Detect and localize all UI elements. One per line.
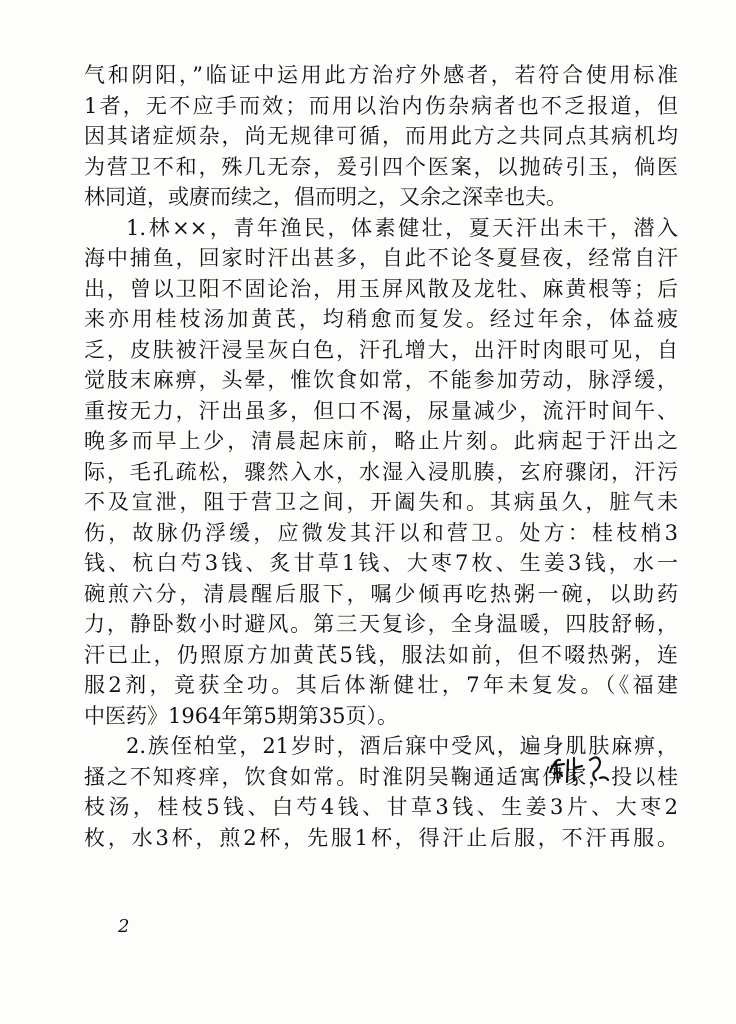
text-line: 乏，皮肤被汗浸呈灰白色，汗孔增大，出汗时肉眼可见，自 [84,337,678,362]
text-line: 枚，水3杯，煎2杯，先服1杯，得汗止后服，不汗再服。 [84,825,678,850]
text-line: 重按无力，汗出虽多，但口不渴，尿量减少，流汗时间午、 [84,398,678,423]
intro-paragraph [84,60,678,213]
text-line: 中医药》1964年第5期第35页）。 [84,703,399,728]
page-number: 2 [118,916,130,937]
text-line: 因其诸症烦杂，尚无规律可循，而用此方之共同点其病机均 [84,124,678,148]
body-text [84,60,678,853]
text-line: 为营卫不和，殊几无奈，爰引四个医案，以抛砖引玉，倘医 [84,154,678,179]
text-line: 来亦用桂枝汤加黄芪，均稍愈而复发。经过年余，体益疲 [84,307,678,331]
text-line: 钱、杭白芍3钱、炙甘草1钱、大枣7枚、生姜3钱，水一 [84,551,678,575]
text-line: 晚多而早上少，清晨起床前，略止片刻。此病起于汗出之 [84,429,678,453]
text-line: 枝汤，桂枝5钱、白芍4钱、甘草3钱、生姜3片、大枣2 [84,795,678,819]
text-line: 服2剂，竟获全功。其后体渐健壮，7年未复发。（《福建 [84,673,678,697]
text-line: 搔之不知疼痒，饮食如常。时淮阴吴鞠通适寓伊家，投以桂 [84,764,678,789]
text-line: 不及宣泄，阻于营卫之间，开阖失和。其病虽久，脏气未 [84,490,678,514]
text-line: 伤，故脉仍浮缓，应微发其汗以和营卫。处方：桂枝梢3 [84,520,678,545]
handwritten-note [546,752,612,786]
text-line: 气和阴阳，”临证中运用此方治疗外感者，若符合使用标准 [84,63,678,87]
case-1-paragraph [84,213,678,732]
text-line: 2.族侄柏堂，21岁时，酒后寐中受风，遍身肌肤麻痹， [126,734,678,758]
text-line: 海中捕鱼，回家时汗出甚多，自此不论冬夏昼夜，经常自汗 [84,246,678,270]
text-line: 林同道，或赓而续之，倡而明之，又余之深幸也夫。 [84,185,567,209]
text-line: 1.林××，青年渔民，体素健壮，夏天汗出未干，潜入 [126,215,678,240]
text-line: 汗已止，仍照原方加黄芪5钱，服法如前，但不啜热粥，连 [84,642,678,667]
text-line: 出，曾以卫阳不固论治，用玉屏风散及龙牡、麻黄根等；后 [84,276,678,301]
text-line: 觉肢末麻痹，头晕，惟饮食如常，不能参加劳动，脉浮缓， [84,368,678,392]
text-line: 际，毛孔疏松，骤然入水，水湿入浸肌腠，玄府骤闭，汗污 [84,459,678,484]
text-line: 1者，无不应手而效；而用以治内伤杂病者也不乏报道，但 [84,93,678,118]
text-line: 碗煎六分，清晨醒后服下，嘱少倾再吃热粥一碗，以助药 [84,581,678,606]
case-2-paragraph [84,731,678,853]
text-line: 力，静卧数小时避风。第三天复诊，全身温暖，四肢舒畅， [84,612,678,636]
